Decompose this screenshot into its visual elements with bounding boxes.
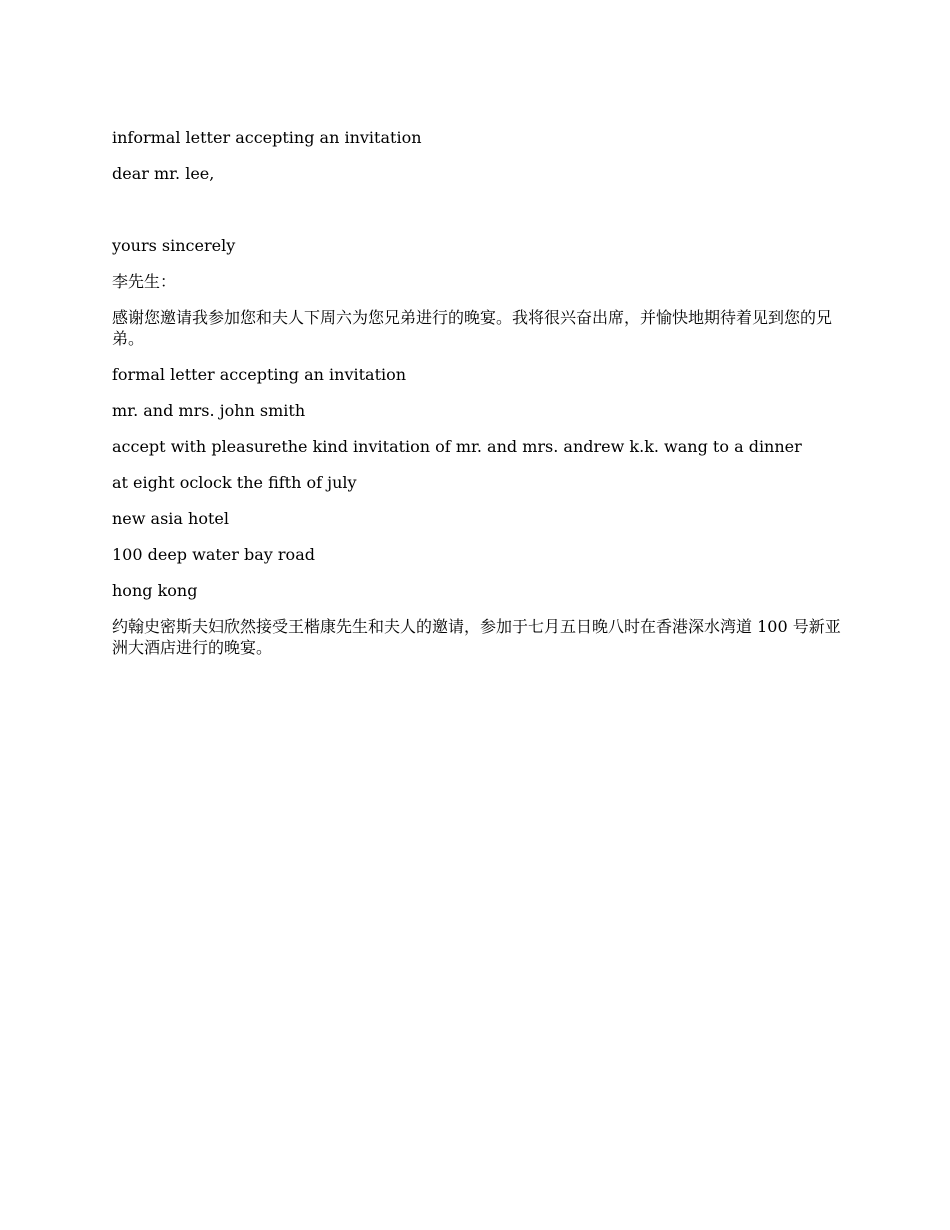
- venue-name: new asia hotel: [112, 509, 229, 528]
- chinese-body-formal: 约翰史密斯夫妇欣然接受王楷康先生和夫人的邀请，参加于七月五日晚八时在香港深水湾道 100 号新亚洲大酒店进行的晚宴。: [112, 617, 841, 657]
- heading-informal-letter: informal letter accepting an invitation: [112, 128, 422, 147]
- acceptance-line: accept with pleasurethe kind invitation of mr. and mrs. andrew k.k. wang to a dinner: [112, 437, 802, 456]
- chinese-salutation: 李先生：: [112, 272, 177, 291]
- salutation: dear mr. lee,: [112, 164, 215, 183]
- sender-names: mr. and mrs. john smith: [112, 401, 306, 420]
- document-body: [112, 127, 842, 673]
- time-date-line: at eight oclock the fifth of july: [112, 473, 357, 492]
- blank-line: [112, 199, 842, 220]
- venue-address: 100 deep water bay road: [112, 545, 315, 564]
- chinese-body-informal: 感谢您邀请我参加您和夫人下周六为您兄弟进行的晚宴。我将很兴奋出席，并愉快地期待着见到您的兄弟。: [112, 308, 833, 348]
- closing: yours sincerely: [112, 236, 236, 255]
- heading-formal-letter: formal letter accepting an invitation: [112, 365, 407, 384]
- venue-city: hong kong: [112, 581, 198, 600]
